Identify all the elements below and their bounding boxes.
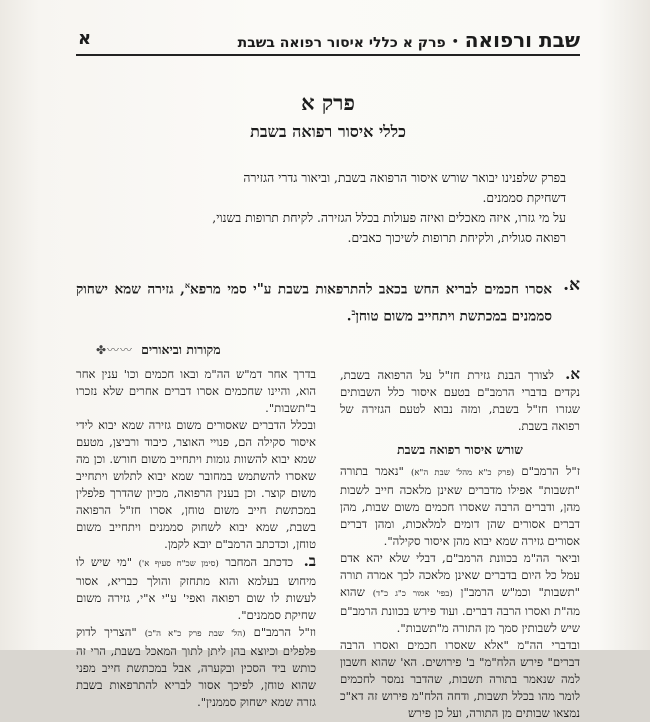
footnote-marker: ב — [351, 306, 356, 317]
page-number: א — [78, 28, 92, 49]
source-citation: (פרק כ"א מהל' שבת ה"א) — [411, 468, 515, 479]
paragraph — [340, 550, 580, 637]
left-column — [76, 366, 316, 722]
paragraph — [76, 553, 316, 624]
paragraph-letter: ב. — [303, 552, 317, 571]
book-title: שבת ורפואה — [464, 28, 580, 52]
paragraph-text: "נאמר בתורה "תשבות" אפילו מדברים שאינן מלאכה חייב לשבות מהן, ודברים הרבה שאסרו חכמים משום שבות, מהן דברים אסורים שהן דומים למלאכות, ומהן דברים אסורים גזירה שמא יבוא מהן איסור סקילה". — [340, 464, 580, 549]
sources-heading — [76, 341, 580, 358]
paragraph: ובכלל הדברים שאסורים משום גזירה שמא יבוא לידי איסור סקילה הם, פנויי האוצר, כיבוד ורביצן, מטעם שמא יבוא להשוות גומות ויתחייב משום חורש. וכן מה שאסרו להשתמש במחובר שמא יבוא לתלוש ויתחייב משום קוצר. וכן בענין הרפואה, מכיון שהדרך פלפלין במכתשת חייב משום טוחן, אסרו חז"ל הרפואה בשבת, שמא יבוא לשחוק סממנים ויתחייב משום טוחן, וכדכתב הרמב"ם יובא לקמן. — [76, 418, 316, 552]
intro-line: רפואה סגולית, ולקיחת תרופות לשיכוך כאבים. — [347, 231, 566, 245]
commentary-columns — [76, 366, 580, 722]
paragraph-text: לצורך הבנת גזירת חז"ל על הרפואה בשבת, נקדים בדברי הרמב"ם בטעם איסור כלל השבותים שגזרו חז"ל בשבת, ומזה נבוא לטעם הגזירה של רפואה בשבת. — [340, 368, 580, 434]
paragraph-text: וז"ל הרמב"ם — [253, 625, 316, 640]
source-citation: (הל' שבת פרק כ"א ה"כ) — [144, 629, 246, 640]
paragraph — [76, 624, 316, 711]
page-content — [76, 28, 580, 722]
paragraph-text: "הצריך לדוק פלפלים וכיוצא בהן ליתן לתוך המאכל בשבת, הרי זה כותש ביד הסכין ובקערה, אבל במכתשת חייב מפני שהוא טוחן, לפיכך אסור לבריא להתרפאות בשבת גזרה שמא ישחוק סממנין". — [76, 625, 316, 710]
subsection-title: שורש איסור רפואה בשבת — [397, 442, 523, 458]
paragraph-text: וביאר הה"מ בכוונת הרמב"ם, דבלי שלא יהא אדם עמל כל היום בדברים שאינן מלאכה לכך אמרה תורה "תשבות" וכמ"ש הרמב"ן — [340, 551, 581, 600]
paragraph-text: ז"ל הרמב"ם — [521, 464, 580, 479]
paragraph-letter: א. — [565, 365, 581, 384]
chapter-subtitle: כללי איסור רפואה בשבת — [250, 122, 406, 141]
chapter-reference: פרק א כללי איסור רפואה בשבת — [237, 35, 446, 51]
paragraph-text: שהוא מה"ת ואסרו הרבה דברים. ועוד פירש בכוונת הרמב"ם שיש לשבותין סמך מן התורה מ"תשבות". — [340, 585, 580, 636]
main-ruling: א. אסרו חכמים לבריא החש בכאב להתרפאות בשבת ע"י סמי מרפא$^א$, גזירה שמא ישחוק סממנים במכתשת ויתחייב משום טוחן$^ב$. — [76, 275, 580, 325]
header-separator: • — [451, 35, 459, 48]
header-rule — [76, 54, 580, 56]
ruling-text-1: אסרו חכמים לבריא החש בכאב להתרפאות בשבת ע"י סמי מרפא — [190, 281, 552, 298]
ornament-icon: 〰〰✤ — [96, 343, 134, 358]
paragraph — [340, 463, 580, 550]
paragraph-text: "מי שיש לו מיחוש בעלמא והוא מתחזק והולך כבריא, אסור לעשות לו שום רפואה ואפי' ע"י א"י, גזירה משום שחיקת סממנים". — [76, 555, 316, 623]
footnote-marker: א — [184, 280, 190, 290]
source-citation: (בפי' אמור כ"ג כ"ד) — [372, 589, 453, 600]
intro-line: על מי גזרו, איזה מאכלים ואיזה פעולות בכלל הגזירה. לקיחת תרופות בשנוי, — [212, 211, 566, 225]
chapter-intro — [96, 168, 566, 248]
paragraph-text: כדכתב המחבר — [225, 555, 294, 570]
paragraph: בדרך אחר דמ"ש הה"מ ובאו חכמים וכו' ענין אחר הוא, והיינו שחכמים אסרו דברים אחרים שלא נזכרו ב"תשבות". — [76, 367, 316, 416]
ruling-letter: א. — [563, 275, 580, 295]
right-column — [340, 366, 580, 722]
source-citation: (סימן שכ"ח סעיף א') — [138, 559, 219, 570]
running-header — [76, 28, 580, 54]
chapter-title: פרק א — [301, 90, 355, 115]
paragraph: ובדברי הה"מ "אלא שאסרו חכמים ואסרו הרבה דברים" פירש הלח"מ" ב' פירושים. הא' שהוא חשבון למה שנאמר בתורה תשבות, שהדבר נמסר לחכמים לומר מהו בכלל תשבות, ודחה הלח"מ פירוש זה דא"כ נמצאו שבותים מן התורה, ועל כן פירש — [340, 638, 580, 721]
sources-heading-text: מקורות וביאורים — [141, 341, 221, 357]
intro-line: בפרק שלפנינו יבואר שורש איסור הרפואה בשבת, וביאור גדרי הגזירה — [243, 171, 566, 185]
intro-line: דשחיקת סממנים. — [482, 191, 566, 205]
ruling-text-2: גזירה שמא ישחוק סממנים במכתשת ויתחייב משום טוחן — [76, 281, 552, 325]
running-title — [238, 28, 580, 52]
paragraph — [340, 366, 580, 435]
